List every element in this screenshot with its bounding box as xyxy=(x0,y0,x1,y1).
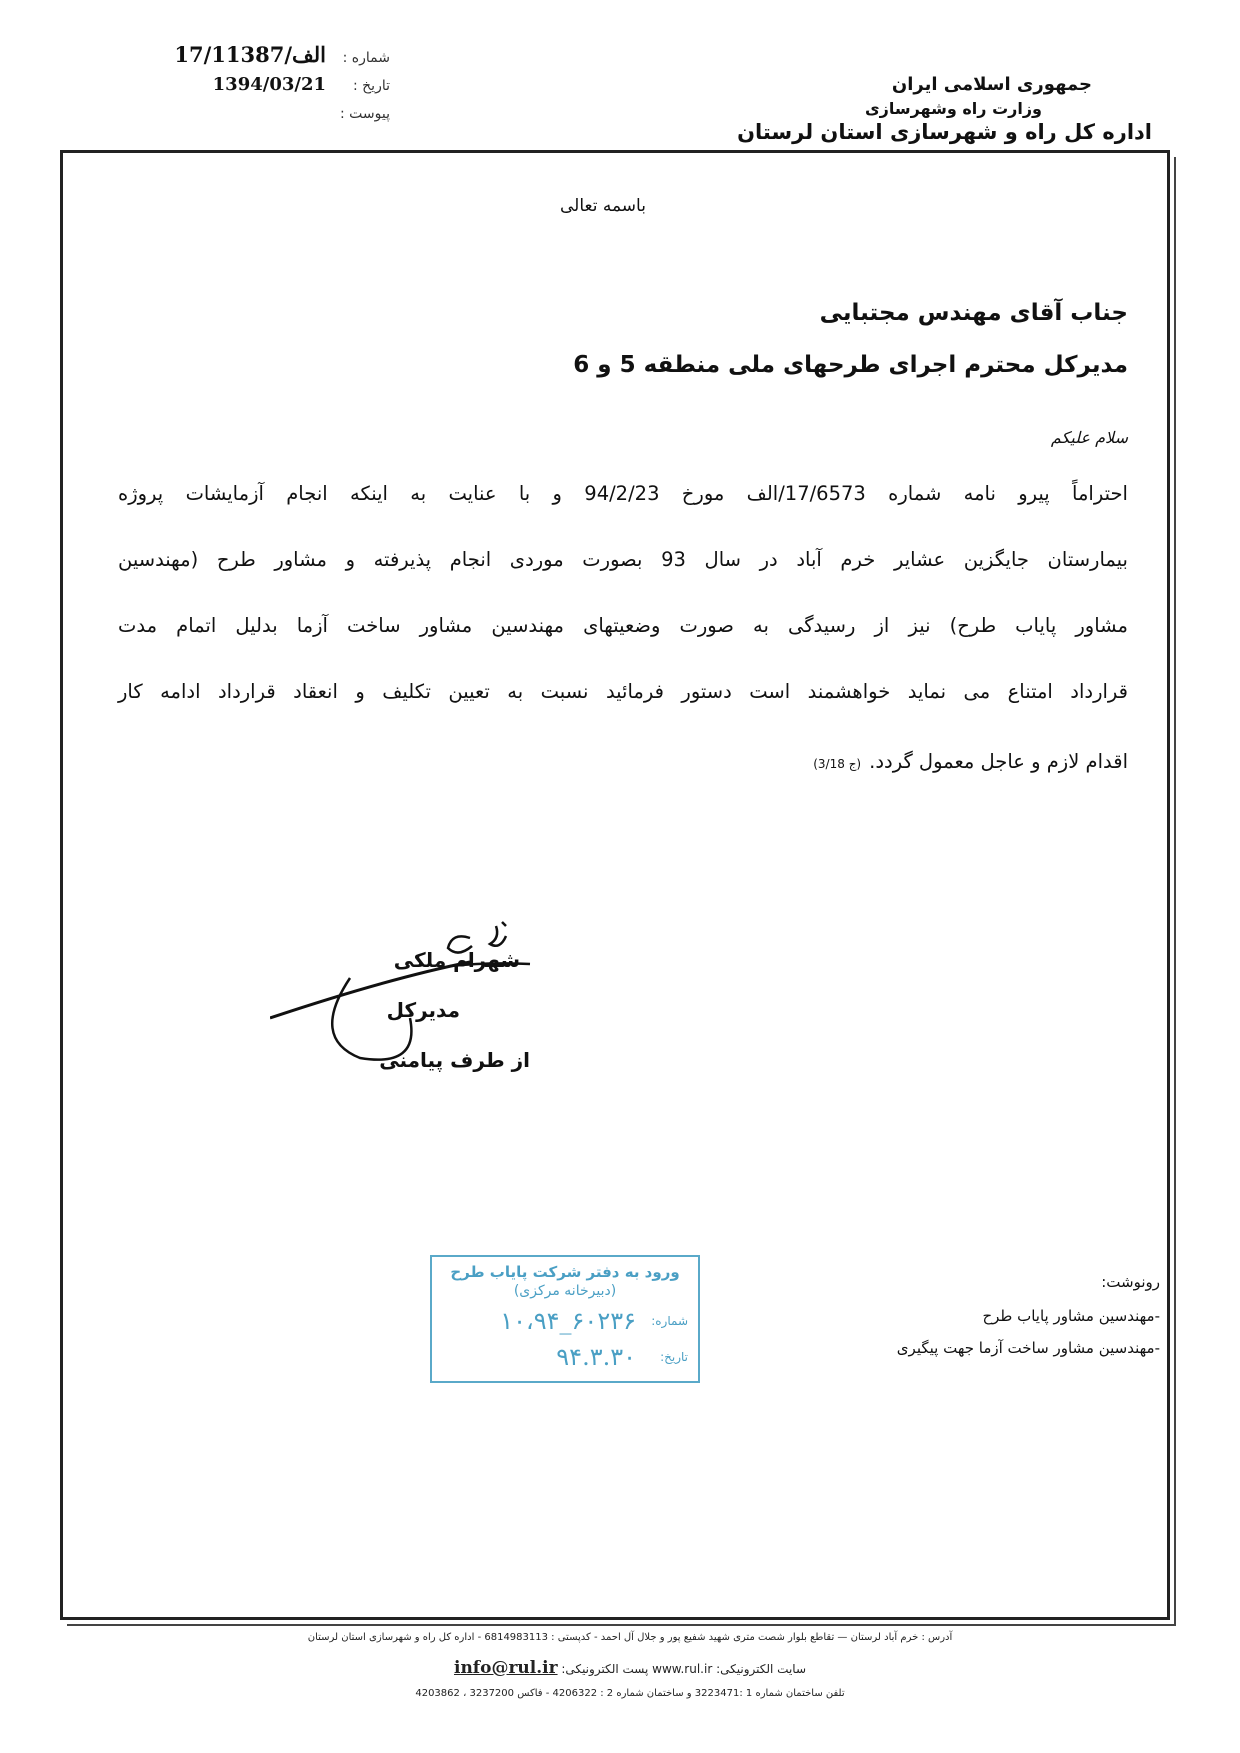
letterhead-country: جمهوری اسلامی ایران xyxy=(891,74,1092,95)
signer-title: مدیرکل xyxy=(386,998,460,1022)
cc-item: -مهندسین مشاور ساخت آزما جهت پیگیری xyxy=(896,1339,1160,1357)
number-row xyxy=(160,42,390,74)
body-line: مشاور پایاب طرح) نیز از رسیدگی به صورت وضعیتهای مهندسین مشاور ساخت آزما بدلیل اتمام مدت xyxy=(118,614,1128,637)
cc-item: -مهندسین مشاور پایاب طرح xyxy=(982,1307,1160,1325)
stamp-number-label: شماره: xyxy=(651,1314,688,1328)
body-line-last xyxy=(118,750,1128,773)
cc-list xyxy=(800,1273,1160,1371)
stamp-date-label: تاریخ: xyxy=(660,1350,688,1364)
greeting: سلام علیکم xyxy=(1050,428,1128,447)
letterhead-office: اداره کل راه و شهرسازی استان لرستان xyxy=(737,120,1152,144)
date-row xyxy=(160,74,390,106)
addressee-name: جناب آقای مهندس مجتبایی xyxy=(819,300,1128,326)
body-line: قرارداد امتناع می نماید خواهشمند است دستور فرمائید نسبت به تعیین تکلیف و انعقاد قرارداد ادامه کار xyxy=(118,680,1128,703)
letterhead-ministry: وزارت راه وشهرسازی xyxy=(864,99,1042,118)
body-line-text: اقدام لازم و عاجل معمول گردد. xyxy=(869,750,1128,773)
stamp-subtitle: (دبیرخانه مرکزی) xyxy=(513,1283,617,1299)
receipt-stamp xyxy=(430,1255,700,1383)
attachment-row xyxy=(160,106,390,138)
footer-email[interactable]: info@rul.ir xyxy=(453,1658,558,1678)
footer-web xyxy=(250,1658,1010,1678)
letter-meta xyxy=(160,42,390,138)
number-label: شماره : xyxy=(342,50,390,66)
body-line: احتراماً پیرو نامه شماره 17/6573/الف مورخ 94/2/23 و با عنایت به اینکه انجام آزمایشات پروژه xyxy=(118,482,1128,505)
signer-name: شهرام ملکی xyxy=(393,948,520,972)
stamp-number-row xyxy=(432,1307,698,1335)
number-value: 17/11387/الف xyxy=(174,42,326,67)
footer-address: آدرس : خرم آباد لرستان — تقاطع بلوار شصت متری شهید شفیع پور و جلال آل احمد - کدپستی : 6814983113 - اداره کل راه و شهرسازی استان لرستان xyxy=(307,1632,953,1643)
letterhead xyxy=(732,74,1152,144)
cc-heading: رونوشت: xyxy=(1101,1273,1160,1291)
footer-website: سایت الکترونیکی: www.rul.ir پست الکترونیکی: xyxy=(561,1662,807,1676)
date-value: 1394/03/21 xyxy=(212,74,326,95)
stamp-title: ورود به دفتر شرکت پایاب طرح xyxy=(450,1263,680,1281)
date-label: تاریخ : xyxy=(352,78,390,94)
body-line: بیمارستان جایگزین عشایر خرم آباد در سال 93 بصورت موردی انجام پذیرفته و مشاور طرح (مهندسین xyxy=(118,548,1128,571)
basmala: باسمه تعالی xyxy=(560,196,646,216)
addressee-title: مدیرکل محترم اجرای طرحهای ملی منطقه 5 و 6 xyxy=(573,352,1128,378)
attachment-label: پیوست : xyxy=(340,106,390,122)
stamp-number-value: ۱۰،۹۴_۶۰۲۳۶ xyxy=(500,1307,636,1335)
reference-code: (ج 3/18) xyxy=(813,757,862,771)
stamp-date-value: ۹۴.۳.۳۰ xyxy=(556,1343,636,1371)
signer-behalf: از طرف پیامنی xyxy=(379,1048,530,1072)
footer-phones: تلفن ساختمان شماره 1 :3223471 و ساختمان شماره 2 : 4206322 - فاکس 3237200 ، 4203862 xyxy=(415,1688,845,1699)
stamp-date-row xyxy=(432,1343,698,1371)
